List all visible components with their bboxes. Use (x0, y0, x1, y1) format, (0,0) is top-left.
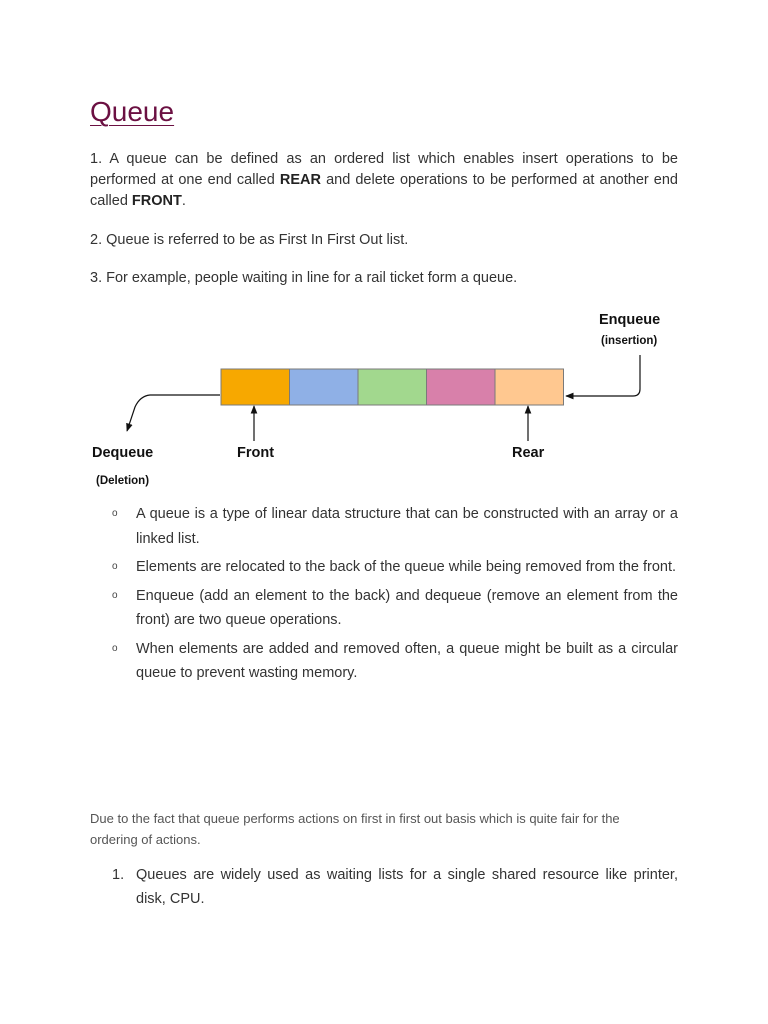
queue-cell (495, 369, 564, 405)
list-item-text: A queue is a type of linear data structure that can be constructed with an array or a linked list. (136, 506, 678, 547)
list-item-text: When elements are added and removed often, a queue might be built as a circular queue to prevent wasting memory. (136, 640, 678, 681)
list-item (90, 637, 678, 686)
list-item (90, 502, 678, 551)
bullet-marker: o (112, 589, 118, 601)
list-item-text: Enqueue (add an element to the back) and dequeue (remove an element from the front) are two queue operations. (136, 587, 678, 628)
deletion-label: (Deletion) (96, 475, 150, 487)
bullet-marker: o (112, 508, 118, 519)
list-item (90, 555, 678, 580)
applications-list (90, 863, 678, 911)
definition-text-2: and delete operations to be performed at another end called (90, 172, 678, 209)
bullet-marker: o (112, 561, 118, 572)
definition-text-3: . (181, 193, 186, 209)
fairness-note: Due to the fact that queue performs actions on first in first out basis which is quite fair for the ordering of actions. (90, 811, 620, 847)
list-item (90, 863, 678, 911)
rear-label: Rear (512, 445, 545, 461)
enqueue-label: Enqueue (599, 312, 661, 328)
dequeue-label: Dequeue (92, 445, 154, 461)
properties-list (90, 502, 678, 690)
queue-cell (221, 369, 290, 405)
bullet-marker: o (112, 642, 118, 654)
list-item (90, 584, 678, 633)
enqueue-arrow (566, 355, 640, 396)
front-label: Front (237, 445, 275, 461)
fifo-paragraph: 2. Queue is referred to be as First In First Out list. (90, 232, 409, 248)
front-keyword: FRONT (131, 193, 182, 209)
list-item-text: Elements are relocated to the back of the queue while being removed from the front. (136, 559, 677, 575)
example-paragraph: 3. For example, people waiting in line for a rail ticket form a queue. (90, 270, 518, 286)
dequeue-arrow (127, 395, 220, 431)
list-item-text: Queues are widely used as waiting lists for a single shared resource like printer, disk, CPU. (136, 867, 678, 907)
definition-text-1: 1. A queue can be defined as an ordered list which enables insert operations to be performed at one end called (90, 151, 678, 188)
queue-cell (290, 369, 359, 405)
definition-paragraph (90, 149, 678, 212)
queue-diagram (85, 305, 685, 495)
queue-cell (427, 369, 496, 405)
queue-cells (221, 369, 564, 405)
queue-cell (358, 369, 427, 405)
list-number: 1. (112, 867, 125, 883)
rear-keyword: REAR (279, 172, 321, 188)
page-title: Queue (90, 96, 175, 127)
insertion-label: (insertion) (601, 335, 658, 347)
